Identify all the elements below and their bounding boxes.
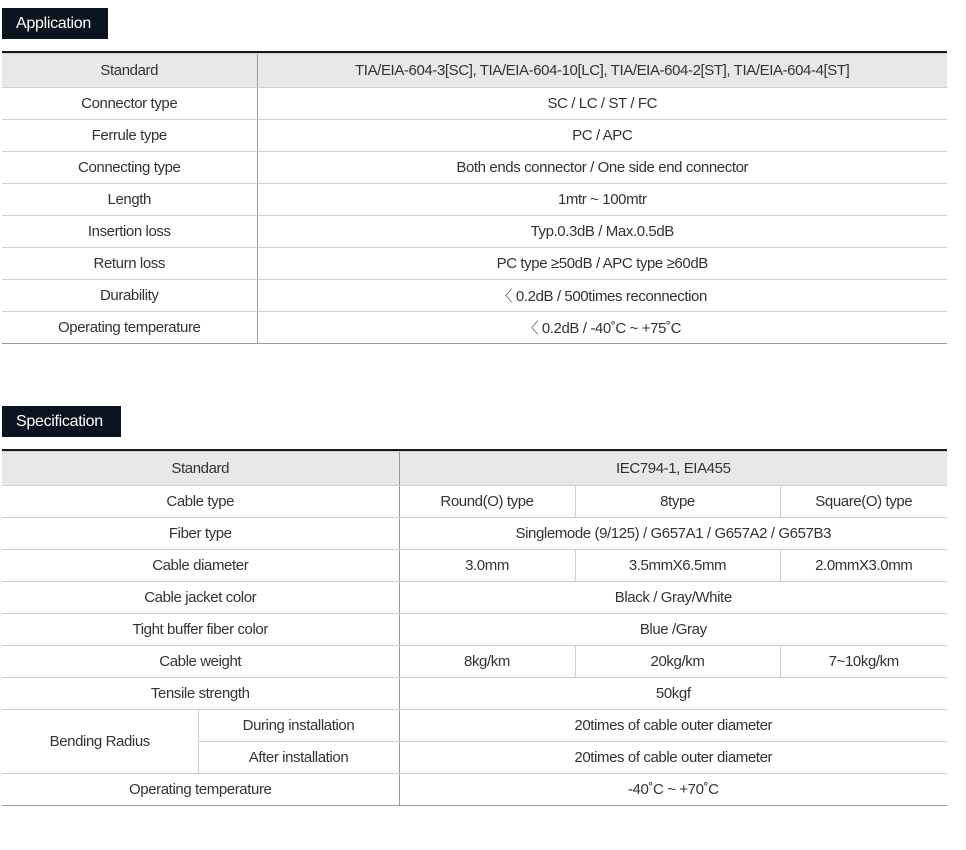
row-label: Cable weight	[2, 646, 399, 678]
table-row	[2, 646, 947, 678]
table-row	[2, 774, 947, 806]
specification-heading: Specification	[2, 406, 121, 437]
row-label: Ferrule type	[2, 120, 257, 152]
row-value: 20times of cable outer diameter	[399, 710, 947, 742]
row-value: Black / Gray/White	[399, 582, 947, 614]
row-value: IEC794-1, EIA455	[399, 452, 947, 486]
table-row	[2, 678, 947, 710]
row-label: Operating temperature	[2, 774, 399, 806]
bending-radius-label: Bending Radius	[2, 710, 198, 774]
application-heading: Application	[2, 8, 108, 39]
table-row	[2, 452, 947, 486]
row-label: Operating temperature	[2, 312, 257, 344]
cell-value: 20kg/km	[575, 646, 780, 678]
row-label: Standard	[2, 54, 257, 88]
row-label: Cable diameter	[2, 550, 399, 582]
table-row	[2, 248, 947, 280]
application-table	[2, 53, 947, 344]
cell-value: 2.0mmX3.0mm	[780, 550, 947, 582]
cell-value: 8kg/km	[399, 646, 575, 678]
table-row	[2, 710, 947, 742]
row-value: -40˚C ~ +70˚C	[399, 774, 947, 806]
row-label: Tensile strength	[2, 678, 399, 710]
row-label: Connecting type	[2, 152, 257, 184]
row-value: 50kgf	[399, 678, 947, 710]
row-value: 〈 0.2dB / 500times reconnection	[257, 280, 947, 312]
table-row	[2, 152, 947, 184]
row-label: Fiber type	[2, 518, 399, 550]
row-value: PC type ≥50dB / APC type ≥60dB	[257, 248, 947, 280]
row-value: 〈 0.2dB / -40˚C ~ +75˚C	[257, 312, 947, 344]
row-label: Tight buffer fiber color	[2, 614, 399, 646]
row-value: 20times of cable outer diameter	[399, 742, 947, 774]
row-sublabel: After installation	[198, 742, 399, 774]
row-label: Durability	[2, 280, 257, 312]
table-row	[2, 88, 947, 120]
table-row	[2, 54, 947, 88]
cell-value: Round(O) type	[399, 486, 575, 518]
table-row	[2, 486, 947, 518]
row-label: Standard	[2, 452, 399, 486]
row-value: 1mtr ~ 100mtr	[257, 184, 947, 216]
row-label: Insertion loss	[2, 216, 257, 248]
table-row	[2, 582, 947, 614]
cell-value: 7~10kg/km	[780, 646, 947, 678]
row-label: Return loss	[2, 248, 257, 280]
row-value: Both ends connector / One side end connector	[257, 152, 947, 184]
cell-value: Square(O) type	[780, 486, 947, 518]
table-row	[2, 518, 947, 550]
cell-value: 8type	[575, 486, 780, 518]
specification-table	[2, 451, 947, 806]
table-row	[2, 550, 947, 582]
table-row	[2, 312, 947, 344]
row-value: TIA/EIA-604-3[SC], TIA/EIA-604-10[LC], TIA/EIA-604-2[ST], TIA/EIA-604-4[ST]	[257, 54, 947, 88]
row-sublabel: During installation	[198, 710, 399, 742]
cell-value: 3.5mmX6.5mm	[575, 550, 780, 582]
table-row	[2, 120, 947, 152]
row-value: Singlemode (9/125) / G657A1 / G657A2 / G657B3	[399, 518, 947, 550]
row-label: Cable jacket color	[2, 582, 399, 614]
table-row	[2, 614, 947, 646]
row-label: Length	[2, 184, 257, 216]
table-row	[2, 184, 947, 216]
row-value: Blue /Gray	[399, 614, 947, 646]
row-label: Cable type	[2, 486, 399, 518]
row-value: PC / APC	[257, 120, 947, 152]
table-row	[2, 280, 947, 312]
table-row	[2, 216, 947, 248]
row-value: Typ.0.3dB / Max.0.5dB	[257, 216, 947, 248]
row-label: Connector type	[2, 88, 257, 120]
cell-value: 3.0mm	[399, 550, 575, 582]
row-value: SC / LC / ST / FC	[257, 88, 947, 120]
